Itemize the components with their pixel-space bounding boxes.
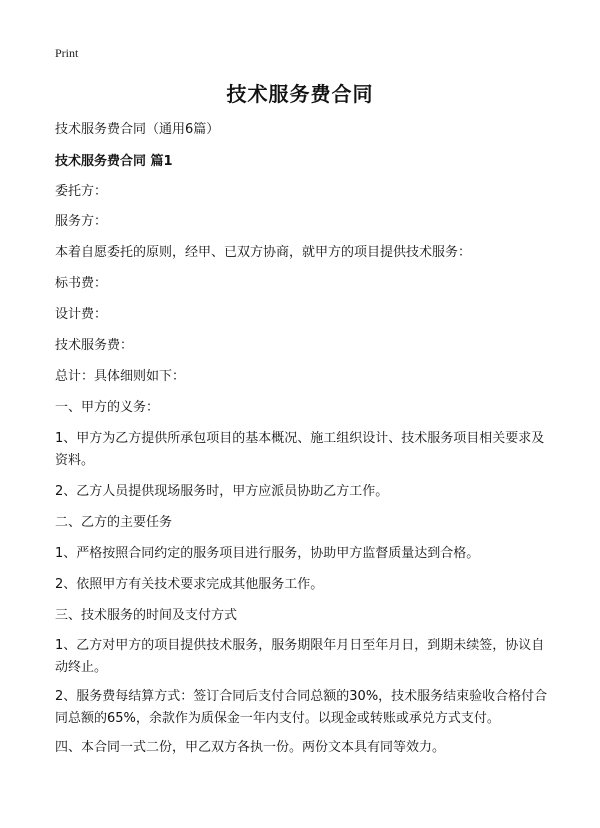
section-heading-party-a-duties: 一、甲方的义务： [55,400,160,415]
party-b-task-1: 1、严格按照合同约定的服务项目进行服务，协助甲方监督质量达到合格。 [55,546,480,561]
section-heading-party-b-tasks: 二、乙方的主要任务 [55,515,173,530]
fee-design: 设计费： [55,307,108,322]
document-subtitle: 技术服务费合同（通用6篇） [55,122,220,137]
time-payment-clause-1: 1、乙方对甲方的项目提供技术服务，服务期限年月日至年月日，到期未续签，协议自动终止。 [55,638,545,675]
intro-paragraph: 本着自愿委托的原则，经甲、已双方协商，就甲方的项目提供技术服务： [55,245,472,260]
party-b-task-2: 2、依照甲方有关技术要求完成其他服务工作。 [55,577,324,592]
party-provider-label: 服务方： [55,214,108,229]
section-heading-part1: 技术服务费合同 篇1 [55,154,173,169]
fee-bid-document: 标书费： [55,276,108,291]
section-heading-time-payment: 三、技术服务的时间及支付方式 [55,608,238,623]
fee-total: 总计：具体细则如下： [55,369,186,384]
party-a-duty-1: 1、甲方为乙方提供所承包项目的基本概况、施工组织设计、技术服务项目相关要求及资料。 [55,431,545,468]
print-label[interactable]: Print [55,46,79,60]
copies-clause: 四、本合同一式二份，甲乙双方各执一份。两份文本具有同等效力。 [55,740,446,755]
document-title: 技术服务费合同 [226,82,374,106]
party-a-duty-2: 2、乙方人员提供现场服务时，甲方应派员协助乙方工作。 [55,484,389,499]
time-payment-clause-2: 2、服务费每结算方式：签订合同后支付合同总额的30%，技术服务结束验收合格付合同总额的65%，余款作为质保金一年内支付。以现金或转账或承兑方式支付。 [55,689,548,726]
fee-technical-service: 技术服务费： [55,338,134,353]
party-client-label: 委托方： [55,184,108,199]
